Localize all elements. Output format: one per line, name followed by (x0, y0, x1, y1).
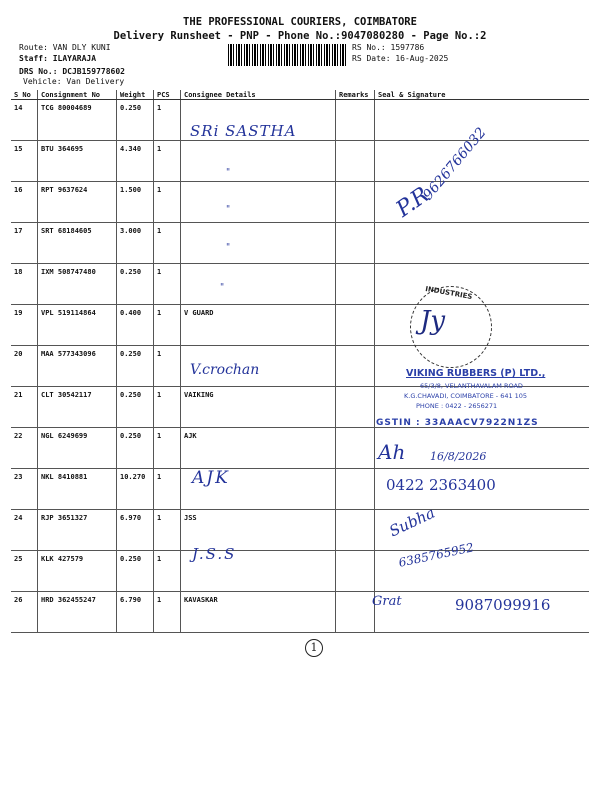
signature: Jy (420, 306, 446, 336)
consignee-cell: VAIKING (181, 387, 336, 428)
handwritten-jss: J.S.S (192, 545, 237, 563)
weight-cell: 4.340 (117, 141, 154, 182)
s-no-cell: 19 (11, 305, 38, 346)
table-row (11, 100, 589, 141)
consignment-no-cell: NGL 6249699 (38, 428, 117, 469)
viking-stamp-name: VIKING RUBBERS (P) LTD., (406, 368, 546, 379)
viking-stamp-phone: PHONE : 0422 - 2656271 (416, 402, 498, 410)
table-row (11, 223, 589, 264)
consignee-cell: KAVASKAR (181, 592, 336, 633)
pcs-cell: 1 (154, 223, 181, 264)
ditto-mark: " (220, 283, 225, 293)
remarks-cell (336, 592, 375, 633)
rs-date: RS Date: 16-Aug-2025 (352, 54, 449, 63)
pcs-cell: 1 (154, 428, 181, 469)
weight-cell: 6.970 (117, 510, 154, 551)
consignee-cell: AJK (181, 428, 336, 469)
signature: Grat (372, 594, 402, 609)
pcs-cell: 1 (154, 469, 181, 510)
col-seal-signature: Seal & Signature (375, 90, 590, 100)
pcs-cell: 1 (154, 387, 181, 428)
s-no-cell: 20 (11, 346, 38, 387)
company-title: THE PROFESSIONAL COURIERS, COIMBATORE (183, 16, 417, 28)
col-consignment: Consignment No (38, 90, 117, 100)
consignment-no-cell: TCG 80004689 (38, 100, 117, 141)
consignment-no-cell: HRD 362455247 (38, 592, 117, 633)
signature: Subha (386, 503, 438, 541)
consignee-cell: V GUARD (181, 305, 336, 346)
drs-number: DRS No.: DCJB159778602 (19, 67, 125, 76)
s-no-cell: 23 (11, 469, 38, 510)
remarks-cell (336, 182, 375, 223)
seal-signature-cell (375, 264, 590, 305)
col-consignee: Consignee Details (181, 90, 336, 100)
pcs-cell: 1 (154, 141, 181, 182)
s-no-cell: 17 (11, 223, 38, 264)
pcs-cell: 1 (154, 346, 181, 387)
table-row (11, 305, 589, 346)
s-no-cell: 24 (11, 510, 38, 551)
remarks-cell (336, 264, 375, 305)
signature: Ah (378, 440, 406, 464)
s-no-cell: 16 (11, 182, 38, 223)
remarks-cell (336, 510, 375, 551)
handwritten-vcrochan: V.crochan (190, 362, 260, 378)
consignee-cell (181, 182, 336, 223)
weight-cell: 0.250 (117, 100, 154, 141)
handwritten-phone: 9087099916 (455, 596, 551, 614)
ditto-mark: " (226, 168, 231, 178)
consignee-cell (181, 223, 336, 264)
weight-cell: 0.250 (117, 264, 154, 305)
handwritten-phone: 9626766032 (420, 124, 490, 204)
weight-cell: 10.270 (117, 469, 154, 510)
s-no-cell: 21 (11, 387, 38, 428)
consignment-no-cell: IXM 508747480 (38, 264, 117, 305)
consignment-no-cell: VPL 519114864 (38, 305, 117, 346)
col-sno: S No (11, 90, 38, 100)
remarks-cell (336, 223, 375, 264)
weight-cell: 0.400 (117, 305, 154, 346)
consignment-no-cell: MAA 577343096 (38, 346, 117, 387)
consignment-no-cell: KLK 427579 (38, 551, 117, 592)
weight-cell: 0.250 (117, 551, 154, 592)
handwritten-phone: 6385765952 (397, 540, 475, 570)
col-pcs: PCS (154, 90, 181, 100)
seal-text: INDUSTRIES (424, 284, 473, 302)
pcs-cell: 1 (154, 592, 181, 633)
seal-signature-cell (375, 141, 590, 182)
pcs-cell: 1 (154, 264, 181, 305)
table-header-row (11, 90, 589, 100)
handwritten-phone: 0422 2363400 (386, 476, 496, 494)
handwritten-date: 16/8/2026 (430, 450, 487, 463)
consignee-cell (181, 141, 336, 182)
table-row (11, 264, 589, 305)
remarks-cell (336, 469, 375, 510)
weight-cell: 0.250 (117, 428, 154, 469)
handwritten-ajk: AJK (192, 468, 230, 488)
s-no-cell: 22 (11, 428, 38, 469)
pcs-cell: 1 (154, 551, 181, 592)
viking-stamp-address: K.G.CHAVADI, COIMBATORE - 641 105 (404, 392, 528, 400)
viking-stamp-address: 65/3/8, VELANTHAVALAM ROAD (420, 382, 523, 390)
seal-signature-cell (375, 223, 590, 264)
s-no-cell: 25 (11, 551, 38, 592)
table-row (11, 469, 589, 510)
consignee-cell (181, 264, 336, 305)
weight-cell: 6.790 (117, 592, 154, 633)
pcs-cell: 1 (154, 305, 181, 346)
table-row (11, 551, 589, 592)
remarks-cell (336, 100, 375, 141)
remarks-cell (336, 346, 375, 387)
remarks-cell (336, 387, 375, 428)
weight-cell: 0.250 (117, 387, 154, 428)
ditto-mark: " (226, 243, 231, 253)
barcode (228, 44, 348, 66)
table-row (11, 428, 589, 469)
table-row (11, 182, 589, 223)
consignment-no-cell: RJP 3651327 (38, 510, 117, 551)
s-no-cell: 26 (11, 592, 38, 633)
consignment-no-cell: BTU 364695 (38, 141, 117, 182)
s-no-cell: 18 (11, 264, 38, 305)
runsheet-subtitle: Delivery Runsheet - PNP - Phone No.:9047080280 - Page No.:2 (113, 30, 487, 42)
weight-cell: 3.000 (117, 223, 154, 264)
consignment-no-cell: CLT 30542117 (38, 387, 117, 428)
weight-cell: 1.500 (117, 182, 154, 223)
staff-label: Staff: ILAYARAJA (19, 54, 97, 63)
remarks-cell (336, 305, 375, 346)
consignee-cell: JSS (181, 510, 336, 551)
signature: P.R (391, 182, 435, 223)
pcs-cell: 1 (154, 510, 181, 551)
table-row (11, 510, 589, 551)
vehicle-label: Vehicle: Van Delivery (23, 77, 125, 86)
ditto-mark: " (226, 205, 231, 215)
remarks-cell (336, 428, 375, 469)
remarks-cell (336, 141, 375, 182)
remarks-cell (336, 551, 375, 592)
consignment-no-cell: SRT 68184605 (38, 223, 117, 264)
table-row (11, 346, 589, 387)
route-label: Route: VAN DLY KUNI (19, 43, 111, 52)
consignment-no-cell: RPT 9637624 (38, 182, 117, 223)
col-remarks: Remarks (336, 90, 375, 100)
s-no-cell: 15 (11, 141, 38, 182)
s-no-cell: 14 (11, 100, 38, 141)
pcs-cell: 1 (154, 182, 181, 223)
consignment-no-cell: NKL 8410881 (38, 469, 117, 510)
rs-number: RS No.: 1597786 (352, 43, 425, 52)
runsheet-table (11, 90, 589, 633)
pcs-cell: 1 (154, 100, 181, 141)
page-number-mark: 1 (305, 639, 323, 657)
viking-stamp-gstin: GSTIN : 33AAACV7922N1ZS (376, 418, 539, 428)
handwritten-sri-sastha: SRi SASTHA (190, 122, 297, 140)
table-row (11, 141, 589, 182)
col-weight: Weight (117, 90, 154, 100)
weight-cell: 0.250 (117, 346, 154, 387)
